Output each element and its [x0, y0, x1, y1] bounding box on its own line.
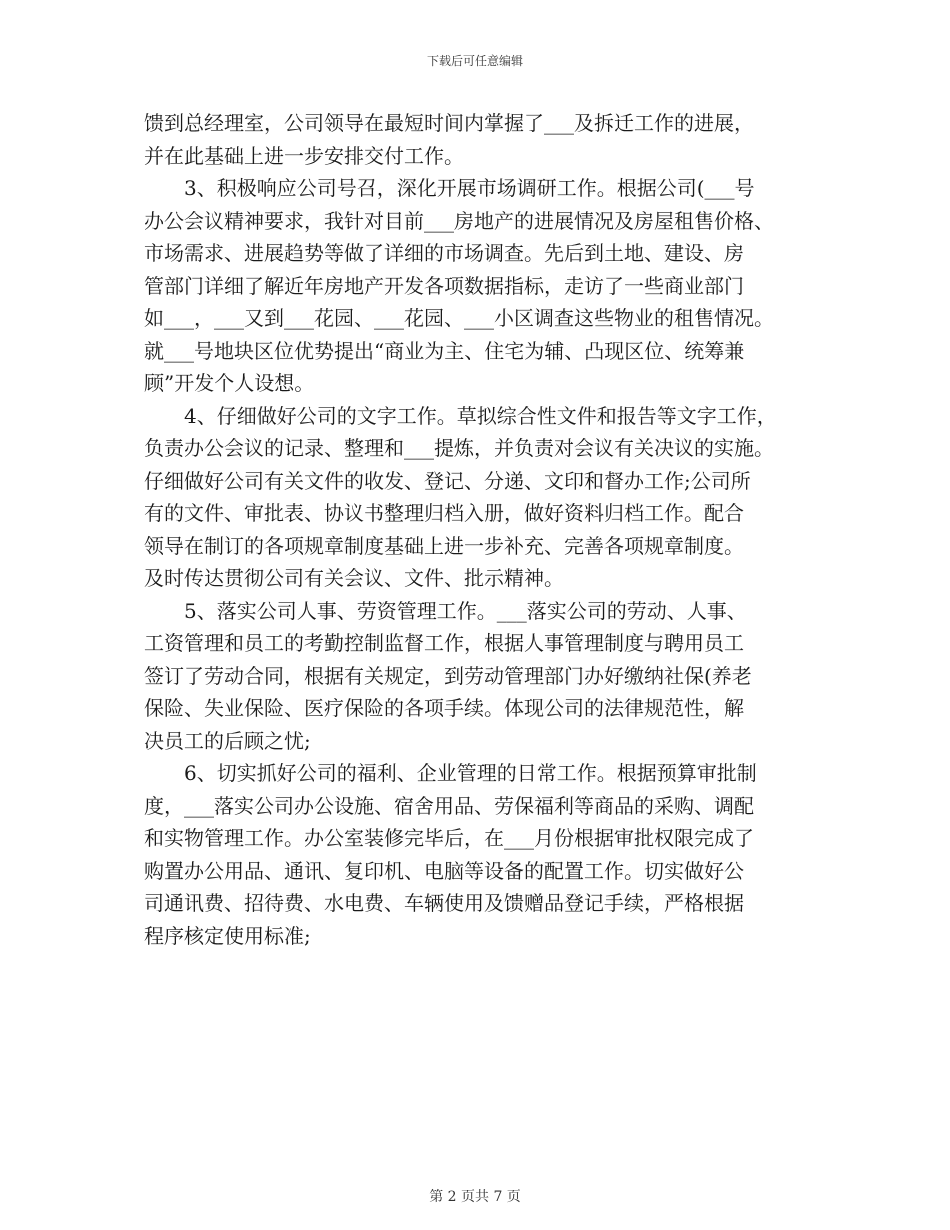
- text-line: 仔细做好公司有关文件的收发、登记、分递、文印和督办工作;公司所: [144, 468, 751, 493]
- text-line: 及时传达贯彻公司有关会议、文件、批示精神。: [144, 566, 564, 590]
- text-line: 决员工的后顾之忧;: [144, 728, 311, 753]
- text-line: 管部门详细了解近年房地产开发各项数据指标，走访了一些商业部门: [144, 273, 744, 298]
- text-line: 领导在制订的各项规章制度基础上进一步补充、完善各项规章制度。: [144, 533, 744, 558]
- text-line: 5、落实公司人事、劳资管理工作。___落实公司的劳动、人事、: [144, 598, 747, 623]
- text-line: 并在此基础上进一步安排交付工作。: [144, 143, 464, 168]
- text-line: 4、仔细做好公司的文字工作。草拟综合性文件和报告等文字工作，: [144, 403, 777, 428]
- text-line: 保险、失业保险、医疗保险的各项手续。体现公司的法律规范性，解: [144, 696, 744, 720]
- text-line: 6、切实抓好公司的福利、企业管理的日常工作。根据预算审批制: [144, 761, 757, 785]
- text-line: 顾”开发个人设想。: [144, 371, 315, 395]
- text-line: 购置办公用品、通讯、复印机、电脑等设备的配置工作。切实做好公: [144, 858, 744, 883]
- text-line: 度，___落实公司办公设施、宿舍用品、劳保福利等商品的采购、调配: [144, 793, 754, 818]
- text-line: 工资管理和员工的考勤控制监督工作，根据人事管理制度与聘用员工: [144, 631, 744, 655]
- page-footer: 第 2 页共 7 页: [429, 1189, 521, 1205]
- text-line: 3、积极响应公司号召，深化开展市场调研工作。根据公司(___号: [144, 176, 755, 200]
- document-body: [144, 107, 814, 952]
- text-line: 市场需求、进展趋势等做了详细的市场调查。先后到土地、建设、房: [144, 241, 744, 265]
- text-line: 如___，___又到___花园、___花园、___小区调查这些物业的租售情况。: [144, 306, 774, 330]
- text-line: 就___号地块区位优势提出“商业为主、住宅为辅、凸现区位、统筹兼: [144, 338, 745, 363]
- text-line: 负责办公会议的记录、整理和___提炼，并负责对会议有关决议的实施。: [144, 436, 774, 460]
- text-line: 和实物管理工作。办公室装修完毕后，在___月份根据审批权限完成了: [144, 826, 754, 850]
- text-line: 签订了劳动合同，根据有关规定，到劳动管理部门办好缴纳社保(养老: [144, 663, 752, 688]
- text-line: 馈到总经理室，公司领导在最短时间内掌握了___及拆迁工作的进展，: [144, 111, 754, 135]
- page-header: 下载后可任意编辑: [426, 54, 523, 68]
- text-line: 程序核定使用标准;: [144, 923, 311, 948]
- text-line: 有的文件、审批表、协议书整理归档入册，做好资料归档工作。配合: [144, 501, 744, 525]
- text-line: 办公会议精神要求，我针对目前___房地产的进展情况及房屋租售价格、: [144, 208, 774, 233]
- text-line: 司通讯费、招待费、水电费、车辆使用及馈赠品登记手续，严格根据: [144, 891, 744, 915]
